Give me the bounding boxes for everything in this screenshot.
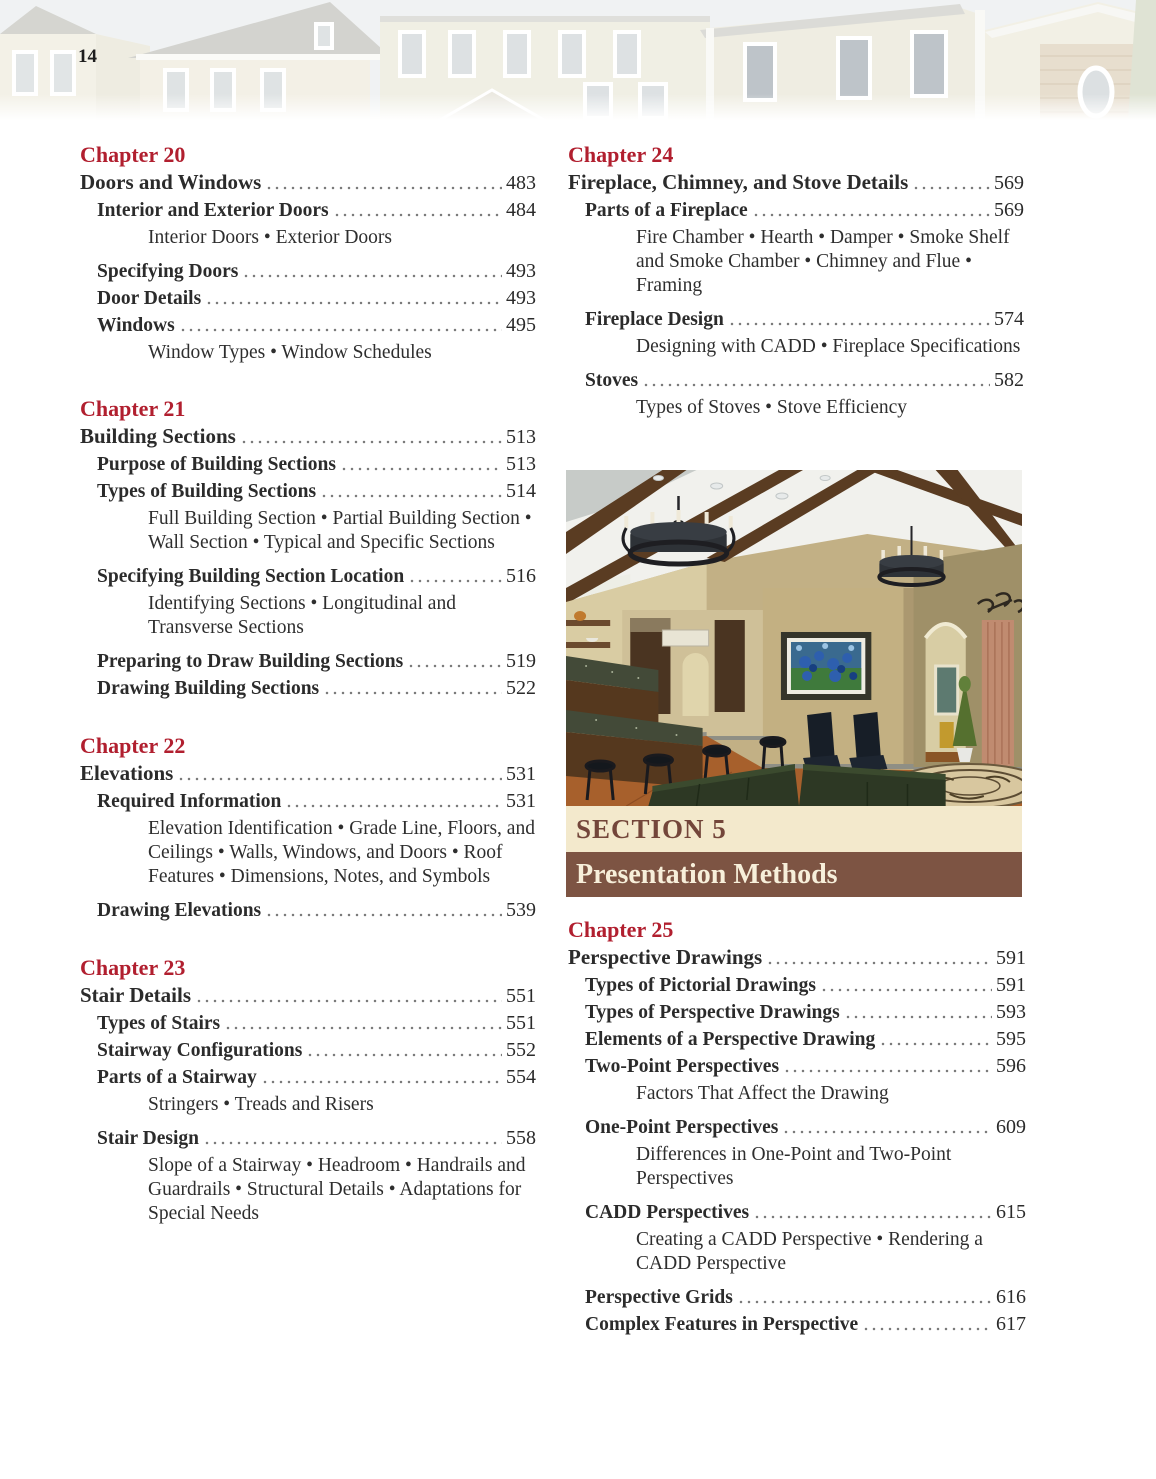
dot-leader xyxy=(753,1199,992,1226)
toc-entry-title: Elevations xyxy=(80,761,174,785)
toc-subtopics: Stringers • Treads and Risers xyxy=(148,1094,374,1115)
dot-leader xyxy=(737,1284,992,1311)
dot-leader xyxy=(783,1053,992,1080)
chapter-heading: Chapter 22 xyxy=(80,733,186,758)
interior-rendering-figure xyxy=(566,470,1022,806)
toc-entry xyxy=(80,675,536,702)
toc-entry-page: 569 xyxy=(994,199,1024,221)
toc-right-column-bottom xyxy=(568,916,1026,1368)
chapter-block xyxy=(80,395,536,702)
toc-entry-page: 593 xyxy=(996,1001,1026,1023)
toc-entry-title: Fireplace Design xyxy=(585,309,724,330)
toc-subtopics: Creating a CADD Perspective • Rendering a CADD Perspective xyxy=(636,1229,983,1274)
dot-leader xyxy=(752,197,990,224)
toc-entry xyxy=(80,423,536,451)
toc-entry xyxy=(568,367,1024,394)
toc-entry xyxy=(80,258,536,285)
toc-entry-page: 522 xyxy=(506,677,536,699)
toc-entry-title: Required Information xyxy=(97,791,282,812)
dot-leader xyxy=(261,1064,502,1091)
toc-entry xyxy=(80,897,536,924)
toc-entry-title: Door Details xyxy=(97,288,202,309)
dot-leader xyxy=(766,944,992,972)
toc-entry-page: 574 xyxy=(994,308,1024,330)
dot-leader xyxy=(320,478,502,505)
toc-entry-title: Perspective Drawings xyxy=(568,945,763,969)
dot-leader xyxy=(323,675,502,702)
toc-entry-title: Perspective Grids xyxy=(585,1287,733,1308)
toc-entry-title: One-Point Perspectives xyxy=(585,1117,779,1138)
toc-entry-title: Stair Design xyxy=(97,1128,200,1149)
toc-entry-title: Drawing Elevations xyxy=(97,900,262,921)
dot-leader xyxy=(265,169,502,197)
toc-entry xyxy=(568,999,1026,1026)
toc-entry-page: 484 xyxy=(506,199,536,221)
interior-rendering-image xyxy=(566,470,1022,806)
toc-entry-page: 495 xyxy=(506,314,536,336)
dot-leader xyxy=(285,788,502,815)
toc-entry-page: 513 xyxy=(506,453,536,475)
toc-entry-page: 531 xyxy=(506,763,536,785)
toc-entry-page: 569 xyxy=(994,172,1024,194)
toc-entry xyxy=(568,306,1024,333)
toc-entry-page: 539 xyxy=(506,899,536,921)
dot-leader xyxy=(340,451,502,478)
toc-entry xyxy=(80,169,536,197)
toc-entry xyxy=(80,285,536,312)
toc-entry xyxy=(568,972,1026,999)
toc-entry-page: 609 xyxy=(996,1116,1026,1138)
toc-entry xyxy=(568,1311,1026,1338)
toc-entry-title: Building Sections xyxy=(80,424,236,448)
section-subtitle: Presentation Methods xyxy=(576,858,838,890)
dot-leader xyxy=(820,972,992,999)
toc-entry xyxy=(568,1053,1026,1080)
toc-entry xyxy=(568,1114,1026,1141)
toc-entry-title: Purpose of Building Sections xyxy=(97,454,336,475)
toc-entry-title: CADD Perspectives xyxy=(585,1202,750,1223)
toc-entry-page: 513 xyxy=(506,426,536,448)
toc-entry-page: 493 xyxy=(506,260,536,282)
dot-leader xyxy=(879,1026,992,1053)
toc-entry-title: Elements of a Perspective Drawing xyxy=(585,1029,876,1050)
section-title: SECTION 5 xyxy=(576,813,727,844)
toc-entry xyxy=(568,1284,1026,1311)
toc-entry-title: Drawing Building Sections xyxy=(97,678,320,699)
chapter-block xyxy=(568,916,1026,1338)
toc-subtopics: Interior Doors • Exterior Doors xyxy=(148,227,393,248)
chapter-block xyxy=(80,954,536,1226)
chapter-heading: Chapter 24 xyxy=(568,142,674,167)
toc-entry-title: Two-Point Perspectives xyxy=(585,1056,780,1077)
toc-entry xyxy=(568,169,1024,197)
toc-entry xyxy=(80,982,536,1010)
page-number: 14 xyxy=(78,46,97,67)
dot-leader xyxy=(844,999,992,1026)
dot-leader xyxy=(912,169,990,197)
toc-subtopics: Full Building Section • Partial Building Section • Wall Section • Typical and Specific Sections xyxy=(148,508,532,553)
toc-entry xyxy=(80,451,536,478)
dot-leader xyxy=(224,1010,502,1037)
toc-entry-page: 483 xyxy=(506,172,536,194)
toc-entry-title: Specifying Doors xyxy=(97,261,239,282)
chapter-heading: Chapter 20 xyxy=(80,142,186,167)
toc-entry-title: Fireplace, Chimney, and Stove Details xyxy=(568,170,909,194)
toc-entry-title: Doors and Windows xyxy=(80,170,262,194)
toc-entry-title: Types of Stairs xyxy=(97,1013,221,1034)
toc-entry xyxy=(80,1010,536,1037)
toc-entry-title: Parts of a Fireplace xyxy=(585,200,748,221)
toc-entry xyxy=(80,788,536,815)
dot-leader xyxy=(408,563,502,590)
chapter-block xyxy=(80,732,536,924)
toc-entry-page: 595 xyxy=(996,1028,1026,1050)
toc-entry-title: Preparing to Draw Building Sections xyxy=(97,651,404,672)
toc-subtopics: Slope of a Stairway • Headroom • Handrails and Guardrails • Structural Details • Adaptations for Special Needs xyxy=(148,1155,526,1224)
toc-entry xyxy=(568,197,1024,224)
toc-subtopics: Elevation Identification • Grade Line, Floors, and Ceilings • Walls, Windows, and Doors • Roof Features • Dimensions, Notes, and Symbols xyxy=(148,818,535,887)
toc-entry xyxy=(80,478,536,505)
toc-subtopics: Factors That Affect the Drawing xyxy=(636,1083,889,1104)
toc-entry-page: 519 xyxy=(506,650,536,672)
dot-leader xyxy=(642,367,990,394)
toc-entry xyxy=(80,1037,536,1064)
toc-entry-page: 531 xyxy=(506,790,536,812)
toc-entry-title: Windows xyxy=(97,315,175,336)
toc-entry-page: 591 xyxy=(996,974,1026,996)
dot-leader xyxy=(407,648,502,675)
toc-entry-title: Specifying Building Section Location xyxy=(97,566,405,587)
dot-leader xyxy=(240,423,502,451)
toc-entry-title: Stoves xyxy=(585,370,639,391)
toc-entry-title: Stairway Configurations xyxy=(97,1040,303,1061)
toc-entry xyxy=(80,312,536,339)
dot-leader xyxy=(306,1037,502,1064)
toc-entry-title: Types of Perspective Drawings xyxy=(585,1002,840,1023)
toc-entry-page: 554 xyxy=(506,1066,536,1088)
toc-entry-page: 551 xyxy=(506,1012,536,1034)
dot-leader xyxy=(179,312,502,339)
header-fade xyxy=(0,94,1156,120)
dot-leader xyxy=(782,1114,992,1141)
toc-entry-page: 591 xyxy=(996,947,1026,969)
toc-entry-page: 596 xyxy=(996,1055,1026,1077)
toc-subtopics: Designing with CADD • Fireplace Specifications xyxy=(636,336,1021,357)
chapter-block xyxy=(568,141,1024,420)
toc-entry xyxy=(80,760,536,788)
header-photo-band xyxy=(0,0,1156,120)
dot-leader xyxy=(728,306,990,333)
toc-right-column-top xyxy=(568,141,1024,450)
toc-left-column xyxy=(80,141,536,1256)
toc-entry-page: 617 xyxy=(996,1313,1026,1335)
chapter-heading: Chapter 21 xyxy=(80,396,186,421)
toc-entry xyxy=(568,1199,1026,1226)
toc-entry xyxy=(80,197,536,224)
dot-leader xyxy=(242,258,502,285)
dot-leader xyxy=(195,982,502,1010)
toc-entry-page: 552 xyxy=(506,1039,536,1061)
chapter-heading: Chapter 25 xyxy=(568,917,674,942)
dot-leader xyxy=(205,285,502,312)
section-banner xyxy=(566,806,1022,852)
dot-leader xyxy=(177,760,502,788)
toc-entry-page: 582 xyxy=(994,369,1024,391)
toc-entry-title: Types of Building Sections xyxy=(97,481,317,502)
toc-entry-page: 551 xyxy=(506,985,536,1007)
toc-entry xyxy=(80,648,536,675)
toc-entry-page: 493 xyxy=(506,287,536,309)
toc-entry-title: Complex Features in Perspective xyxy=(585,1314,859,1335)
toc-subtopics: Identifying Sections • Longitudinal and Transverse Sections xyxy=(148,593,456,638)
toc-subtopics: Window Types • Window Schedules xyxy=(148,342,432,363)
toc-entry xyxy=(80,1064,536,1091)
toc-entry xyxy=(80,1125,536,1152)
toc-entry-title: Stair Details xyxy=(80,983,192,1007)
toc-entry xyxy=(568,944,1026,972)
toc-subtopics: Fire Chamber • Hearth • Damper • Smoke Shelf and Smoke Chamber • Chimney and Flue • Framing xyxy=(636,227,1010,296)
toc-entry xyxy=(568,1026,1026,1053)
toc-entry-page: 514 xyxy=(506,480,536,502)
toc-entry-page: 615 xyxy=(996,1201,1026,1223)
toc-entry-page: 558 xyxy=(506,1127,536,1149)
toc-entry-title: Parts of a Stairway xyxy=(97,1067,257,1088)
toc-entry-page: 516 xyxy=(506,565,536,587)
toc-entry xyxy=(80,563,536,590)
dot-leader xyxy=(862,1311,992,1338)
chapter-heading: Chapter 23 xyxy=(80,955,186,980)
section-subtitle-banner xyxy=(566,852,1022,897)
dot-leader xyxy=(203,1125,502,1152)
toc-entry-title: Types of Pictorial Drawings xyxy=(585,975,816,996)
dot-leader xyxy=(333,197,502,224)
toc-subtopics: Types of Stoves • Stove Efficiency xyxy=(636,397,908,418)
toc-entry-page: 616 xyxy=(996,1286,1026,1308)
toc-subtopics: Differences in One-Point and Two-Point Perspectives xyxy=(636,1144,952,1189)
toc-entry-title: Interior and Exterior Doors xyxy=(97,200,329,221)
dot-leader xyxy=(265,897,502,924)
chapter-block xyxy=(80,141,536,365)
